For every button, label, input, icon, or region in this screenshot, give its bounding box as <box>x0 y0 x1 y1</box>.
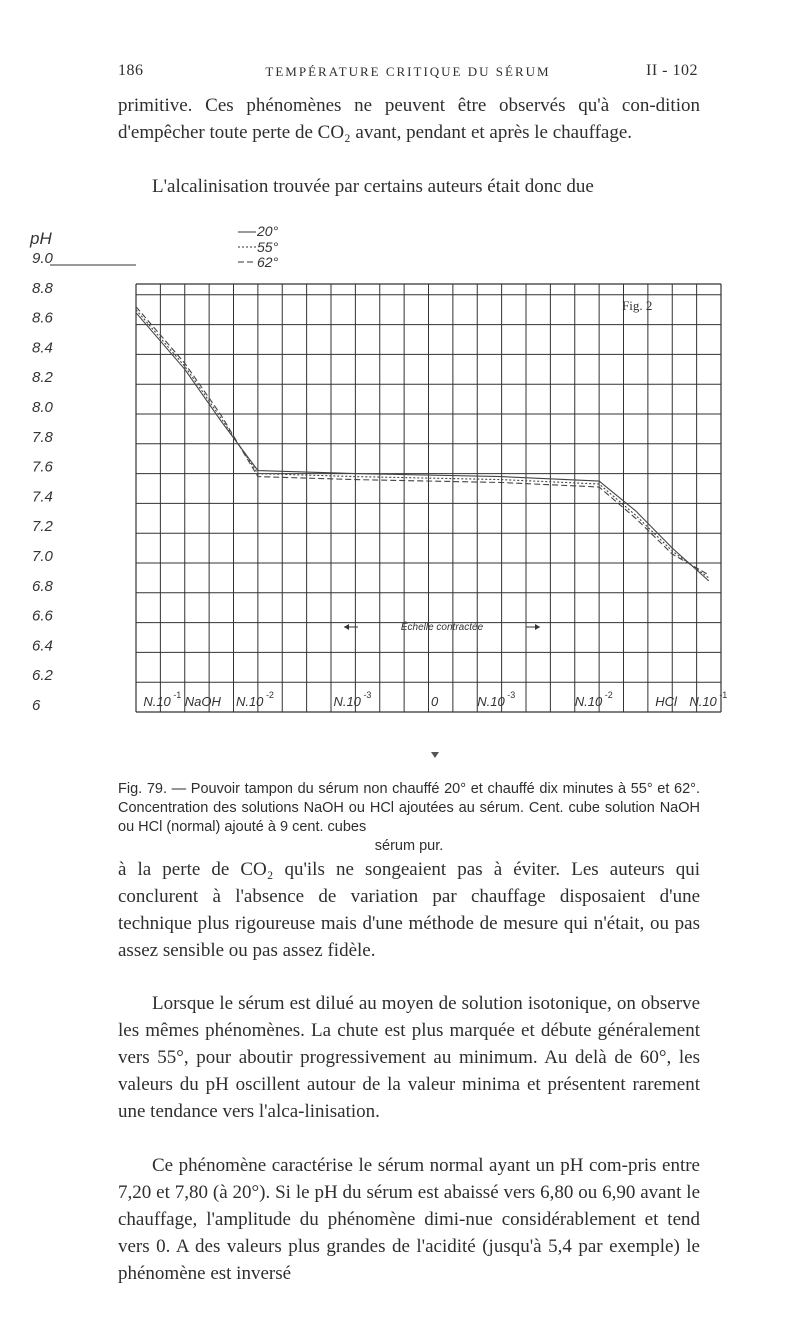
y-tick-label: 8.8 <box>32 279 53 297</box>
x-axis-label: N.10 <box>689 694 717 709</box>
arrow-right-head-icon <box>535 624 540 630</box>
y-tick-label: 6.8 <box>32 577 53 595</box>
x-axis-label: HCl <box>655 694 677 709</box>
figure-caption <box>118 780 700 856</box>
y-tick-label: 6.6 <box>32 607 53 625</box>
y-tick-label: 6 <box>32 697 41 714</box>
x-axis-label: N.10 <box>143 694 171 709</box>
x-axis-label: N.10 <box>477 694 505 709</box>
caret-down-icon <box>431 752 439 758</box>
y-tick-label: 6.2 <box>32 667 53 685</box>
paragraph-bottom-3: Ce phénomène caractérise le sérum normal ayant un pH com-pris entre 7,20 et 7,80 (à 20°). Si le pH du sérum est abaissé vers 6,80 ou 6,90 avant le chauffage, l'amplitude du phénomène dimi-nue considérablement et tend vers 0. A des valeurs plus grandes de l'acidité (jusqu'à 5,4 par exemple) le phénomène est inversé <box>118 1155 700 1284</box>
chart-grid <box>50 265 721 712</box>
y-tick-label: 8.2 <box>32 369 53 387</box>
x-axis-superscript: -1 <box>173 690 182 700</box>
scale-annotation-text: Échelle contractée <box>400 622 484 633</box>
legend-55: 55° <box>257 239 279 255</box>
page-number: 186 <box>118 62 144 79</box>
x-axis-label: NaOH <box>184 694 221 709</box>
y-tick-label: 7.2 <box>32 518 53 536</box>
arrow-left-head-icon <box>344 624 349 630</box>
y-tick-label: 8.0 <box>32 399 53 416</box>
running-title: TEMPÉRATURE CRITIQUE DU SÉRUM <box>265 64 551 79</box>
scale-annotation <box>344 620 540 633</box>
caption-text: Fig. 79. — Pouvoir tampon du sérum non chauffé 20° et chauffé dix minutes à 55° et 62°. Concentration des solutions NaOH ou HCl ajoutées au sérum. Cent. cube solution NaOH ou HCl (normal) ajouté à 9 cent. cubes <box>118 781 700 835</box>
legend <box>238 223 279 270</box>
y-tick-label: 8.4 <box>32 339 53 357</box>
paragraph-top-2: L'alcalinisation trouvée par certains auteurs était donc due <box>152 176 594 197</box>
y-tick-label: 7.0 <box>32 548 53 565</box>
figure-label: Fig. 2 <box>622 298 653 313</box>
series-line-62 <box>136 307 709 575</box>
y-tick-label: 7.4 <box>32 488 53 506</box>
x-axis-superscript: -3 <box>363 690 372 700</box>
x-axis-superscript: -1 <box>719 690 728 700</box>
y-tick-label: 7.6 <box>32 458 53 476</box>
volume-number: II - 102 <box>646 62 698 79</box>
y-tick-label: 8.6 <box>32 309 53 327</box>
y-tick-label: 6.4 <box>32 637 53 655</box>
y-axis-ticks <box>32 250 54 714</box>
y-tick-label: 7.8 <box>32 428 53 446</box>
x-axis-superscript: -3 <box>507 690 516 700</box>
x-axis-label: N.10 <box>333 694 361 709</box>
caption-last-line: sérum pur. <box>374 838 444 854</box>
paragraph-bottom-2: Lorsque le sérum est dilué au moyen de solution isotonique, on observe les mêmes phénomènes. La chute est plus marquée et débute généralement vers 55°, pour aboutir progressivement au minimum. Au delà de 60°, les valeurs du pH oscillent autour de la valeur minima et présentent rarement une tendance vers l'alca-linisation. <box>118 993 700 1122</box>
paragraph-top-1: primitive. Ces phénomènes ne peuvent être observés qu'à con-dition d'empêcher toute perte de CO₂ avant, pendant et après le chauffage. <box>118 95 700 143</box>
x-axis-superscript: -2 <box>604 690 613 700</box>
x-axis-label: N.10 <box>235 694 264 709</box>
x-axis-superscript: -2 <box>265 690 274 700</box>
legend-20: 20° <box>257 223 279 239</box>
paragraph-bottom-1: à la perte de CO₂ qu'ils ne songeaient pas à éviter. Les auteurs qui conclurent à l'absence de variation par chauffage disposaient d'une technique plus rigoureuse mais d'une méthode de mesure qui n'était, ou pas assez sensible ou pas assez fidèle. <box>118 859 700 961</box>
x-axis-labels <box>143 690 727 709</box>
legend-62: 62° <box>257 254 279 270</box>
x-axis-label: N.10 <box>574 694 603 709</box>
series-line-20 <box>136 313 709 581</box>
x-axis-label: 0 <box>430 694 439 709</box>
y-axis-title: pH <box>30 229 52 248</box>
y-tick-label: 9.0 <box>32 250 53 267</box>
